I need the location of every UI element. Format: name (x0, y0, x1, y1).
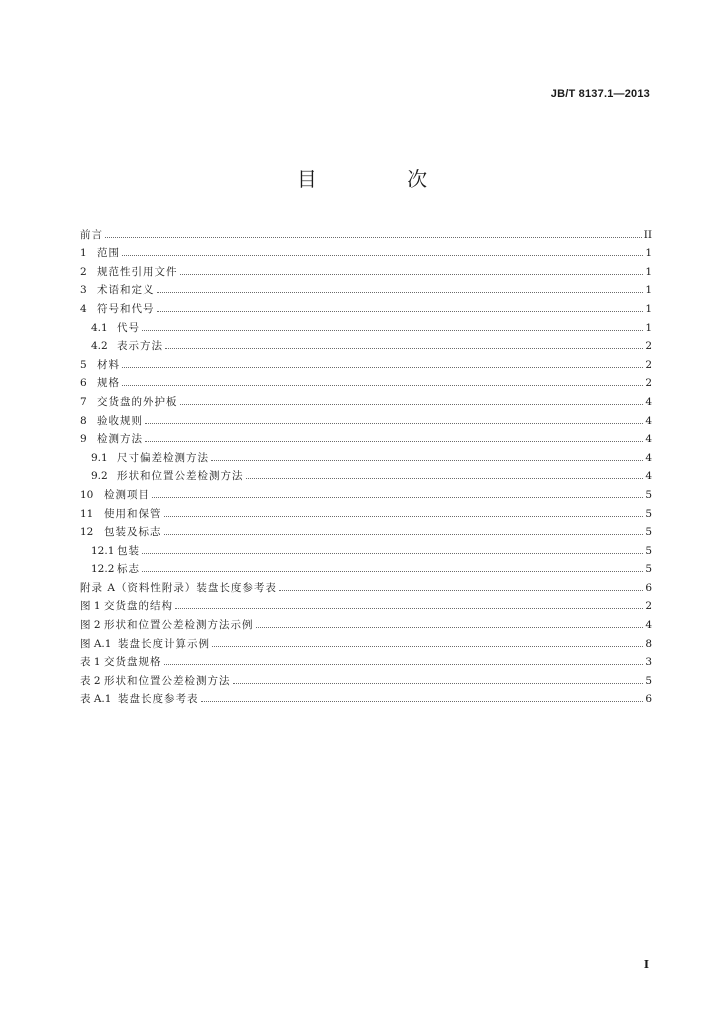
toc-entry-page: 2 (645, 600, 652, 613)
toc-entry-label (80, 359, 120, 371)
toc-entry-title: 形状和位置公差检测方法 (117, 470, 244, 483)
toc-entry-title: 附录 A（资料性附录）装盘长度参考表 (80, 581, 277, 594)
toc-entry-label (80, 582, 277, 594)
toc-entry-title: 规范性引用文件 (97, 265, 178, 278)
toc-entry-title: 材料 (97, 358, 120, 371)
toc-entry-label (80, 675, 231, 687)
toc-entry-page: 2 (645, 340, 652, 353)
dot-leader (122, 255, 643, 256)
toc-entry-label (80, 638, 210, 650)
toc-entry-label (80, 693, 199, 705)
toc-entry-title: 术语和定义 (97, 284, 155, 297)
toc-entry-number: 4.1 (91, 321, 108, 334)
toc-entry-number: 图 A.1 (80, 637, 112, 650)
toc-entry-label (80, 284, 155, 296)
toc-entry-label (80, 545, 140, 557)
toc-entry-number: 9.1 (91, 451, 108, 464)
toc-entry-label (80, 433, 143, 445)
dot-leader (142, 330, 643, 331)
toc-entry-label (80, 656, 162, 668)
toc-entry-title: 符号和代号 (97, 302, 155, 315)
dot-leader (122, 385, 643, 386)
toc-entry[interactable] (80, 427, 652, 446)
toc-entry[interactable] (80, 557, 652, 576)
toc-entry-page: 1 (645, 321, 652, 334)
toc-entry-label (80, 508, 162, 520)
toc-entry-number: 图 1 (80, 600, 101, 613)
toc-entry-number: 2 (80, 265, 87, 278)
toc-entry-label (80, 526, 162, 538)
dot-leader (164, 516, 644, 517)
standard-code: JB/T 8137.1—2013 (550, 88, 650, 100)
toc-entry-label (80, 396, 178, 408)
toc-entry-page: 4 (645, 395, 652, 408)
toc-entry-title: 形状和位置公差检测方法 (104, 674, 231, 687)
table-of-contents (80, 222, 652, 705)
toc-entry-number: 表 2 (80, 674, 101, 687)
toc-entry[interactable] (80, 241, 652, 260)
toc-entry-title: 交货盘的结构 (104, 600, 173, 613)
toc-entry-page: 4 (645, 451, 652, 464)
toc-entry-title: 代号 (117, 321, 140, 334)
toc-entry-title: 标志 (117, 563, 140, 576)
toc-entry-title: 前言 (80, 228, 103, 241)
toc-entry-page: 1 (645, 247, 652, 260)
toc-entry-number: 表 A.1 (80, 693, 112, 706)
dot-leader (211, 460, 643, 461)
toc-entry-number: 3 (80, 284, 87, 297)
toc-entry-label (80, 563, 140, 575)
toc-entry[interactable] (80, 222, 652, 241)
toc-entry-title: 规格 (97, 377, 120, 390)
toc-entry-page: 6 (645, 693, 652, 706)
toc-entry[interactable] (80, 278, 652, 297)
toc-entry-number: 9.2 (91, 470, 108, 483)
toc-entry-page: 3 (645, 656, 652, 669)
toc-entry-page: 5 (645, 563, 652, 576)
toc-entry-title: 验收规则 (97, 414, 143, 427)
toc-entry-number: 4 (80, 302, 87, 315)
toc-entry-page: 2 (645, 358, 652, 371)
toc-entry-page: 5 (645, 674, 652, 687)
toc-entry-title: 包装 (117, 544, 140, 557)
toc-entry[interactable] (80, 482, 652, 501)
toc-entry-page: 4 (645, 470, 652, 483)
toc-entry-label (80, 415, 143, 427)
toc-entry-page: 1 (645, 265, 652, 278)
dot-leader (105, 237, 642, 238)
toc-entry-label (80, 452, 209, 464)
toc-entry[interactable] (80, 408, 652, 427)
toc-entry[interactable] (80, 371, 652, 390)
toc-entry-number: 12.1 (91, 544, 115, 557)
toc-entry-label (80, 619, 254, 631)
toc-entry-number: 5 (80, 358, 87, 371)
dot-leader (157, 292, 644, 293)
toc-entry-page: 4 (645, 619, 652, 632)
toc-entry-number: 表 1 (80, 656, 101, 669)
dot-leader (122, 367, 643, 368)
toc-entry-page: 1 (645, 284, 652, 297)
toc-entry[interactable] (80, 538, 652, 557)
toc-entry-page: 5 (645, 526, 652, 539)
toc-entry-title: 装盘长度参考表 (118, 693, 199, 706)
dot-leader (157, 311, 644, 312)
toc-entry-page: 1 (645, 302, 652, 315)
toc-entry-page: II (643, 228, 652, 241)
toc-entry-number: 7 (80, 395, 87, 408)
toc-entry-label (80, 247, 120, 259)
toc-entry[interactable] (80, 259, 652, 278)
toc-entry[interactable] (80, 612, 652, 631)
toc-entry[interactable] (80, 520, 652, 539)
toc-entry-title: 范围 (97, 247, 120, 260)
toc-entry-page: 4 (645, 414, 652, 427)
toc-entry-label (80, 600, 173, 612)
toc-entry-label (80, 322, 140, 334)
toc-entry-label (80, 470, 244, 482)
dot-leader (142, 571, 643, 572)
toc-entry-title: 装盘长度计算示例 (118, 637, 210, 650)
toc-entry-label (80, 489, 150, 501)
dot-leader (246, 478, 644, 479)
toc-entry-number: 12 (80, 526, 94, 539)
toc-entry-page: 5 (645, 488, 652, 501)
dot-leader (164, 534, 644, 535)
toc-entry[interactable] (80, 687, 652, 706)
toc-entry[interactable] (80, 668, 652, 687)
toc-entry-title: 包装及标志 (104, 526, 162, 539)
toc-entry-title: 交货盘规格 (104, 656, 162, 669)
toc-entry-title: 使用和保管 (104, 507, 162, 520)
dot-leader (152, 497, 643, 498)
dot-leader (164, 664, 644, 665)
toc-entry-label (80, 229, 103, 241)
dot-leader (142, 553, 643, 554)
dot-leader (212, 646, 643, 647)
toc-entry-number: 10 (80, 488, 94, 501)
toc-entry[interactable] (80, 594, 652, 613)
toc-entry-title: 检测方法 (97, 433, 143, 446)
toc-entry-page: 5 (645, 507, 652, 520)
dot-leader (165, 348, 643, 349)
dot-leader (175, 608, 643, 609)
toc-entry[interactable] (80, 650, 652, 669)
toc-entry-label (80, 340, 163, 352)
toc-entry-number: 1 (80, 247, 87, 260)
toc-entry[interactable] (80, 315, 652, 334)
toc-entry-number: 4.2 (91, 340, 108, 353)
toc-entry[interactable] (80, 464, 652, 483)
toc-entry-label (80, 266, 178, 278)
toc-entry[interactable] (80, 575, 652, 594)
toc-entry[interactable] (80, 631, 652, 650)
dot-leader (145, 441, 643, 442)
toc-entry-number: 9 (80, 433, 87, 446)
toc-entry-number: 12.2 (91, 563, 115, 576)
toc-entry-title: 检测项目 (104, 488, 150, 501)
toc-entry-page: 5 (645, 544, 652, 557)
dot-leader (145, 423, 643, 424)
toc-entry[interactable] (80, 501, 652, 520)
dot-leader (180, 404, 644, 405)
toc-entry[interactable] (80, 352, 652, 371)
toc-entry[interactable] (80, 389, 652, 408)
toc-entry-title: 表示方法 (117, 340, 163, 353)
dot-leader (256, 627, 644, 628)
toc-entry-title: 交货盘的外护板 (97, 395, 178, 408)
dot-leader (233, 683, 644, 684)
toc-entry[interactable] (80, 445, 652, 464)
toc-entry-number: 11 (80, 507, 94, 520)
toc-entry-title: 形状和位置公差检测方法示例 (104, 619, 254, 632)
toc-entry[interactable] (80, 296, 652, 315)
toc-entry-page: 2 (645, 377, 652, 390)
toc-entry[interactable] (80, 334, 652, 353)
page-title: 目 次 (296, 167, 470, 191)
dot-leader (180, 274, 644, 275)
page-number: I (643, 958, 649, 971)
toc-entry-title: 尺寸偏差检测方法 (117, 451, 209, 464)
toc-entry-number: 6 (80, 377, 87, 390)
toc-entry-page: 6 (645, 581, 652, 594)
toc-entry-label (80, 377, 120, 389)
dot-leader (279, 590, 643, 591)
toc-entry-number: 图 2 (80, 619, 101, 632)
toc-entry-page: 4 (645, 433, 652, 446)
toc-entry-label (80, 303, 155, 315)
toc-entry-number: 8 (80, 414, 87, 427)
dot-leader (201, 701, 644, 702)
toc-entry-page: 8 (645, 637, 652, 650)
